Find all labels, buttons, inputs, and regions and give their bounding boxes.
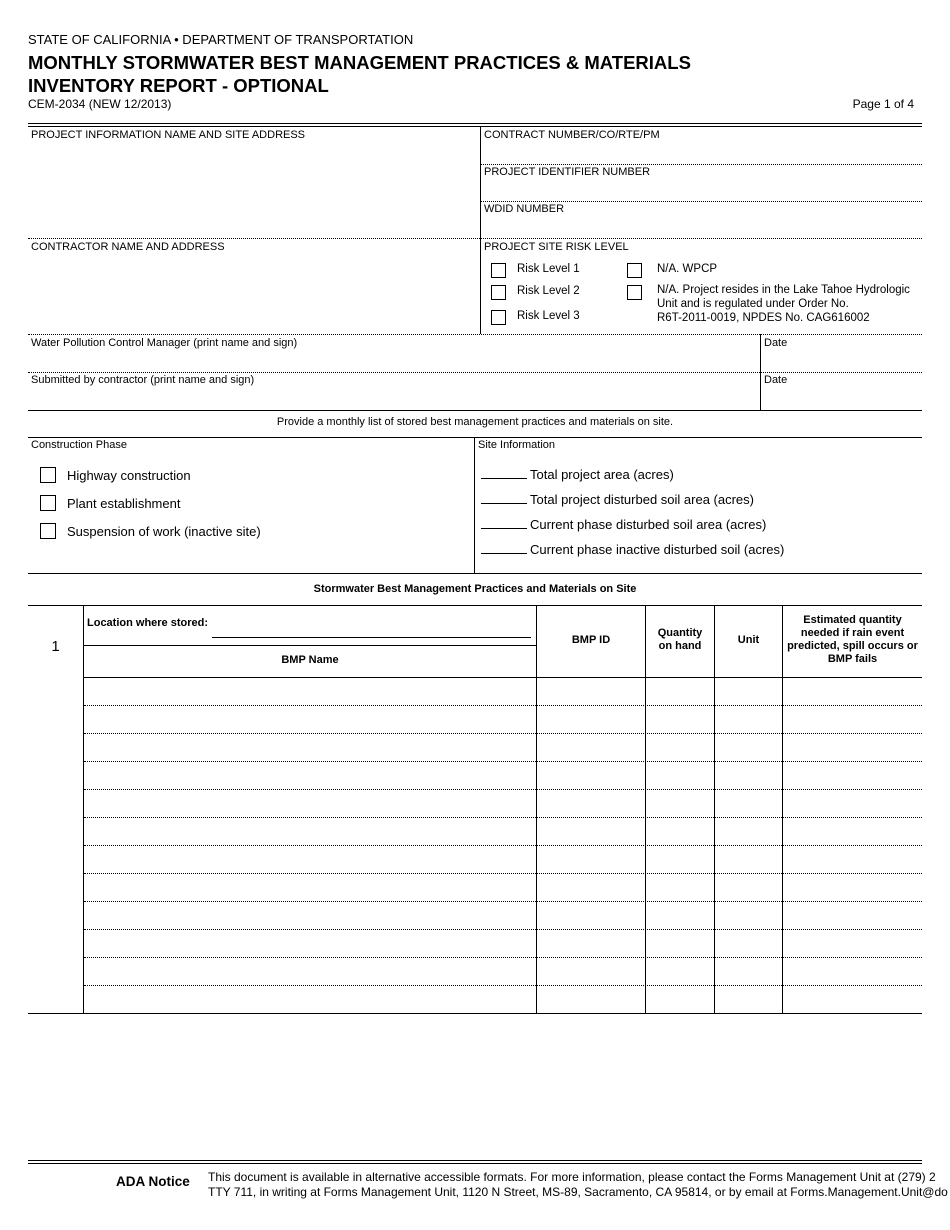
plant-establishment-checkbox[interactable] [40, 495, 56, 511]
bmp-name-cell[interactable] [84, 874, 536, 901]
quantity-cell[interactable] [646, 846, 714, 873]
quantity-cell[interactable] [646, 762, 714, 789]
bmp-name-cell[interactable] [84, 818, 536, 845]
bmp-id-cell[interactable] [537, 986, 645, 1013]
total-area-label: Total project area (acres) [530, 467, 674, 482]
manager-date-field[interactable] [761, 335, 922, 371]
disturbed-area-input[interactable] [481, 503, 527, 504]
quantity-cell[interactable] [646, 706, 714, 733]
project-identifier-field[interactable] [481, 165, 922, 201]
phase-divider [474, 437, 475, 574]
bmp-id-cell[interactable] [537, 902, 645, 929]
bmp-id-cell[interactable] [537, 706, 645, 733]
estimated-cell[interactable] [783, 762, 922, 789]
top-rule-2 [28, 126, 922, 127]
unit-cell[interactable] [715, 818, 782, 845]
unit-cell[interactable] [715, 734, 782, 761]
location-label: Location where stored: [87, 617, 209, 629]
project-info-field[interactable] [28, 128, 479, 237]
na-tahoe-checkbox[interactable] [627, 285, 642, 300]
site-item-phase-inactive [481, 542, 784, 557]
form-title-line-2: INVENTORY REPORT - OPTIONAL [28, 75, 329, 96]
contractor-sign-label: Submitted by contractor (print name and sign) [31, 374, 255, 386]
agency-header: STATE OF CALIFORNIA • DEPARTMENT OF TRANSPORTATION [28, 32, 414, 47]
suspension-of-work-label: Suspension of work (inactive site) [67, 524, 261, 539]
contractor-field[interactable] [28, 239, 479, 333]
bmp-id-cell[interactable] [537, 678, 645, 705]
table-bottom-rule [28, 1013, 922, 1014]
manager-date-label: Date [764, 337, 788, 349]
bmp-name-cell[interactable] [84, 986, 536, 1013]
bmp-id-cell[interactable] [537, 958, 645, 985]
estimated-cell[interactable] [783, 874, 922, 901]
unit-cell[interactable] [715, 930, 782, 957]
unit-cell[interactable] [715, 762, 782, 789]
estimated-cell[interactable] [783, 706, 922, 733]
site-item-disturbed-area [481, 492, 754, 507]
bmp-id-header: BMP ID [571, 634, 611, 646]
form-title [28, 51, 748, 97]
project-identifier-label: PROJECT IDENTIFIER NUMBER [484, 166, 651, 178]
form-number: CEM-2034 (NEW 12/2013) [28, 97, 172, 111]
na-tahoe-line-3: R6T-2011-0019, NPDES No. CAG616002 [657, 312, 870, 324]
page-number: Page 1 of 4 [852, 97, 914, 111]
bmp-id-cell[interactable] [537, 734, 645, 761]
na-wpcp-label: N/A. WPCP [657, 263, 718, 275]
bmp-id-cell[interactable] [537, 874, 645, 901]
estimated-header-line-4: BMP fails [827, 653, 878, 665]
site-item-phase-disturbed [481, 517, 766, 532]
quantity-cell[interactable] [646, 902, 714, 929]
disturbed-area-label: Total project disturbed soil area (acres) [530, 492, 754, 507]
contract-number-label: CONTRACT NUMBER/CO/RTE/PM [484, 129, 660, 141]
estimated-cell[interactable] [783, 846, 922, 873]
unit-cell[interactable] [715, 958, 782, 985]
quantity-header [646, 627, 714, 653]
ada-notice-line-1: This document is available in alternative accessible formats. For more information, please contact the Forms Management Unit at (279) 2 [208, 1170, 936, 1184]
construction-phase-label: Construction Phase [31, 439, 127, 451]
manager-label: Water Pollution Control Manager (print name and sign) [31, 337, 298, 349]
top-rule [28, 123, 922, 124]
quantity-cell[interactable] [646, 790, 714, 817]
bmp-name-header: BMP Name [281, 654, 339, 666]
bmp-id-cell[interactable] [537, 818, 645, 845]
unit-cell[interactable] [715, 706, 782, 733]
suspension-of-work-checkbox[interactable] [40, 523, 56, 539]
bmp-name-cell[interactable] [84, 706, 536, 733]
estimated-quantity-header [783, 614, 922, 666]
form-title-line-1: MONTHLY STORMWATER BEST MANAGEMENT PRACTICES & MATERIALS [28, 52, 691, 73]
bmp-name-cell[interactable] [84, 958, 536, 985]
ada-notice-line-2: TTY 711, in writing at Forms Management Unit, 1120 N Street, MS-89, Sacramento, CA 95814, or by email at Forms.Management.Unit@do [208, 1185, 948, 1199]
table-title: Stormwater Best Management Practices and Materials on Site [313, 583, 637, 595]
na-tahoe-label [657, 283, 910, 325]
estimated-cell[interactable] [783, 958, 922, 985]
quantity-header-line-2: on hand [658, 640, 702, 652]
na-tahoe-line-2: Unit and is regulated under Order No. [657, 298, 849, 310]
risk-level-2-checkbox[interactable] [491, 285, 506, 300]
bmp-name-cell[interactable] [84, 734, 536, 761]
plant-establishment-label: Plant establishment [67, 496, 181, 511]
risk-level-1-checkbox[interactable] [491, 263, 506, 278]
risk-level-2-label: Risk Level 2 [517, 285, 580, 297]
table-header-rule [84, 645, 536, 646]
quantity-cell[interactable] [646, 734, 714, 761]
site-item-total-area [481, 467, 674, 482]
quantity-header-line-1: Quantity [657, 627, 703, 639]
bmp-id-cell[interactable] [537, 762, 645, 789]
location-input[interactable] [212, 637, 531, 638]
row-number: 1 [51, 638, 60, 655]
na-wpcp-checkbox[interactable] [627, 263, 642, 278]
risk-level-3-label: Risk Level 3 [517, 310, 580, 322]
site-information-label: Site Information [478, 439, 556, 451]
wdid-label: WDID NUMBER [484, 203, 565, 215]
bmp-name-cell[interactable] [84, 678, 536, 705]
estimated-cell[interactable] [783, 902, 922, 929]
contractor-date-field[interactable] [761, 373, 922, 409]
estimated-header-line-2: needed if rain event [800, 627, 905, 639]
unit-cell[interactable] [715, 902, 782, 929]
bmp-name-cell[interactable] [84, 762, 536, 789]
bmp-id-cell[interactable] [537, 846, 645, 873]
signature-rule [28, 410, 922, 411]
unit-header: Unit [737, 634, 760, 646]
project-info-label: PROJECT INFORMATION NAME AND SITE ADDRESS [31, 129, 306, 141]
estimated-cell[interactable] [783, 818, 922, 845]
unit-cell[interactable] [715, 846, 782, 873]
contractor-signature-field[interactable] [28, 373, 759, 409]
ada-notice-text [208, 1170, 948, 1200]
bmp-name-cell[interactable] [84, 930, 536, 957]
unit-cell[interactable] [715, 678, 782, 705]
estimated-cell[interactable] [783, 986, 922, 1013]
phase-disturbed-input[interactable] [481, 528, 527, 529]
instructions-rule [28, 437, 922, 438]
risk-level-3-checkbox[interactable] [491, 310, 506, 325]
unit-cell[interactable] [715, 790, 782, 817]
quantity-cell[interactable] [646, 986, 714, 1013]
estimated-cell[interactable] [783, 930, 922, 957]
unit-cell[interactable] [715, 874, 782, 901]
estimated-header-line-3: predicted, spill occurs or [787, 640, 918, 652]
estimated-cell[interactable] [783, 790, 922, 817]
bmp-id-cell[interactable] [537, 930, 645, 957]
estimated-header-line-1: Estimated quantity [803, 614, 902, 626]
unit-cell[interactable] [715, 986, 782, 1013]
risk-level-label: PROJECT SITE RISK LEVEL [484, 241, 629, 253]
quantity-cell[interactable] [646, 958, 714, 985]
manager-signature-field[interactable] [28, 335, 759, 371]
instructions-text: Provide a monthly list of stored best management practices and materials on site. [276, 416, 674, 428]
contractor-label: CONTRACTOR NAME AND ADDRESS [31, 241, 225, 253]
footer-rule-2 [28, 1163, 922, 1164]
risk-level-1-label: Risk Level 1 [517, 263, 580, 275]
quantity-cell[interactable] [646, 930, 714, 957]
phase-rule [28, 573, 922, 574]
footer-rule [28, 1160, 922, 1161]
bmp-name-cell[interactable] [84, 902, 536, 929]
quantity-cell[interactable] [646, 818, 714, 845]
phase-inactive-input[interactable] [481, 553, 527, 554]
bmp-name-cell[interactable] [84, 846, 536, 873]
phase-inactive-label: Current phase inactive disturbed soil (acres) [530, 542, 785, 557]
quantity-cell[interactable] [646, 678, 714, 705]
contractor-date-label: Date [764, 374, 788, 386]
bmp-id-cell[interactable] [537, 790, 645, 817]
quantity-cell[interactable] [646, 874, 714, 901]
table-top-rule [28, 605, 922, 606]
highway-construction-label: Highway construction [67, 468, 191, 483]
total-area-input[interactable] [481, 478, 527, 479]
estimated-cell[interactable] [783, 678, 922, 705]
phase-disturbed-label: Current phase disturbed soil area (acres) [530, 517, 767, 532]
highway-construction-checkbox[interactable] [40, 467, 56, 483]
contract-number-field[interactable] [481, 128, 922, 164]
wdid-field[interactable] [481, 202, 922, 238]
estimated-cell[interactable] [783, 734, 922, 761]
bmp-name-cell[interactable] [84, 790, 536, 817]
na-tahoe-line-1: N/A. Project resides in the Lake Tahoe Hydrologic [657, 284, 910, 296]
ada-notice-label: ADA Notice [116, 1174, 190, 1189]
